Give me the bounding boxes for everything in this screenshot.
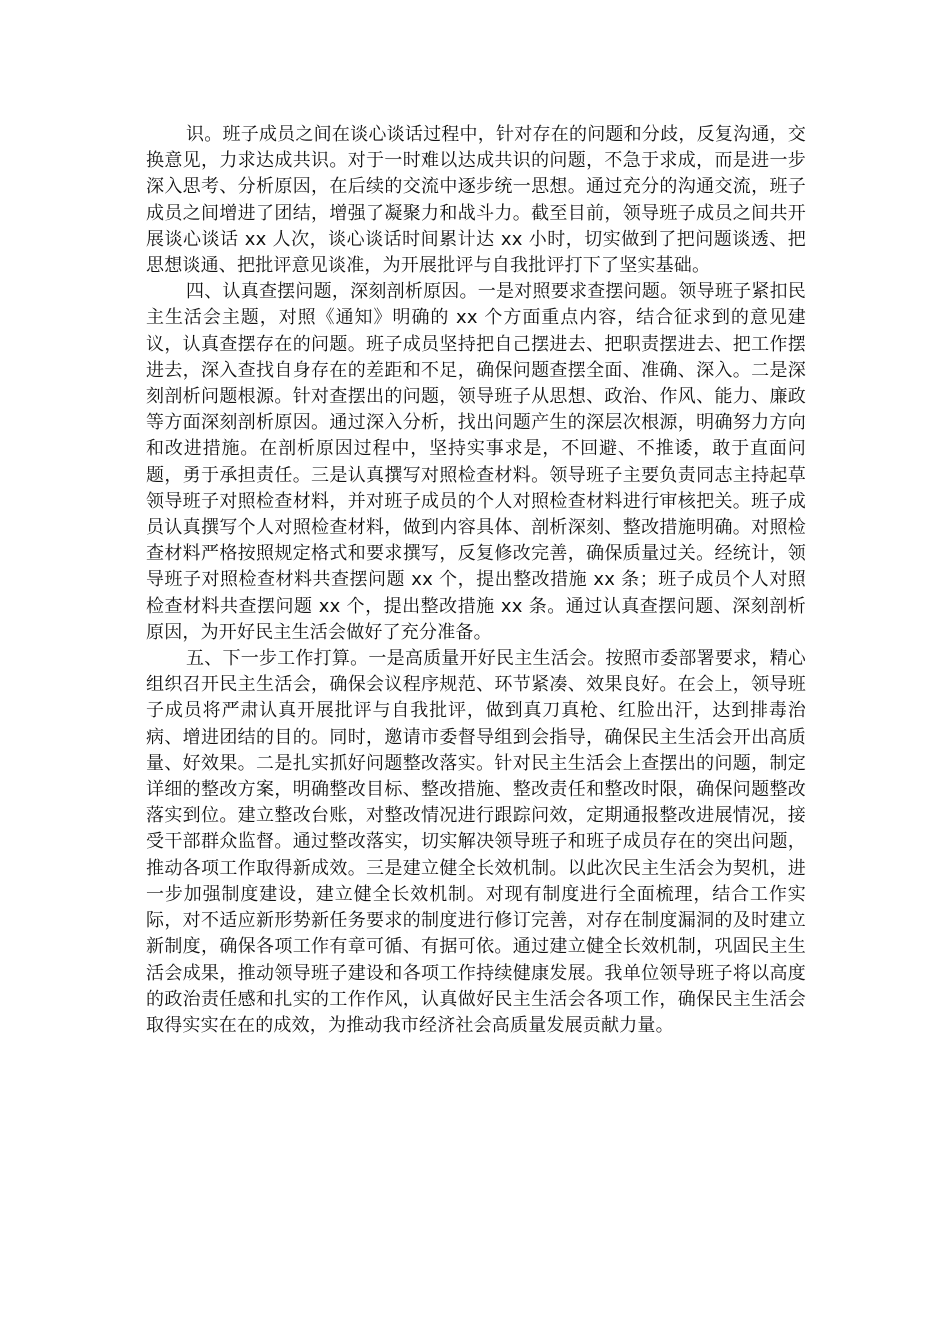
paragraph-section-four: 四、认真查摆问题，深刻剖析原因。一是对照要求查摆问题。领导班子紧扣民主生活会主题，对照《通知》明确的 xx 个方面重点内容，结合征求到的意见建议，认真查摆存在的问题。班子成员坚持把自己摆进去、把职责摆进去、把工作摆进去，深入查找自身存在的差距和不足，确保问题查摆全面、准确、深入。二是深刻剖析问题根源。针对查摆出的问题，领导班子从思想、政治、作风、能力、廉政等方面深刻剖析原因。通过深入分析，找出问题产生的深层次根源，明确努力方向和改进措施。在剖析原因过程中，坚持实事求是，不回避、不推诿，敢于直面问题，勇于承担责任。三是认真撰写对照检查材料。领导班子主要负责同志主持起草领导班子对照检查材料，并对班子成员的个人对照检查材料进行审核把关。班子成员认真撰写个人对照检查材料，做到内容具体、剖析深刻、整改措施明确。对照检查材料严格按照规定格式和要求撰写，反复修改完善，确保质量过关。经统计，领导班子对照检查材料共查摆问题 xx 个，提出整改措施 xx 条；班子成员个人对照检查材料共查摆问题 xx 个，提出整改措施 xx 条。通过认真查摆问题、深刻剖析原因，为开好民主生活会做好了充分准备。 (146, 281, 806, 643)
document-body (146, 122, 806, 1039)
paragraph-section-five: 五、下一步工作打算。一是高质量开好民主生活会。按照市委部署要求，精心组织召开民主生活会，确保会议程序规范、环节紧凑、效果良好。在会上，领导班子成员将严肃认真开展批评与自我批评，做到真刀真枪、红脸出汗，达到排毒治病、增进团结的目的。同时，邀请市委督导组到会指导，确保民主生活会开出高质量、好效果。二是扎实抓好问题整改落实。针对民主生活会上查摆出的问题，制定详细的整改方案，明确整改目标、整改措施、整改责任和整改时限，确保问题整改落实到位。建立整改台账，对整改情况进行跟踪问效，定期通报整改进展情况，接受干部群众监督。通过整改落实，切实解决领导班子和班子成员存在的突出问题，推动各项工作取得新成效。三是建立健全长效机制。以此次民主生活会为契机，进一步加强制度建设，建立健全长效机制。对现有制度进行全面梳理，结合工作实际，对不适应新形势新任务要求的制度进行修订完善，对存在制度漏洞的及时建立新制度，确保各项工作有章可循、有据可依。通过建立健全长效机制，巩固民主生活会成果，推动领导班子建设和各项工作持续健康发展。我单位领导班子将以高度的政治责任感和扎实的工作作风，认真做好民主生活会各项工作，确保民主生活会取得实实在在的成效，为推动我市经济社会高质量发展贡献力量。 (146, 648, 806, 1036)
paragraph-continuation: 识。班子成员之间在谈心谈话过程中，针对存在的问题和分歧，反复沟通，交换意见，力求达成共识。对于一时难以达成共识的问题，不急于求成，而是进一步深入思考、分析原因，在后续的交流中逐步统一思想。通过充分的沟通交流，班子成员之间增进了团结，增强了凝聚力和战斗力。截至目前，领导班子成员之间共开展谈心谈话 xx 人次，谈心谈话时间累计达 xx 小时，切实做到了把问题谈透、把思想谈通、把批评意见谈准，为开展批评与自我批评打下了坚实基础。 (146, 124, 806, 277)
